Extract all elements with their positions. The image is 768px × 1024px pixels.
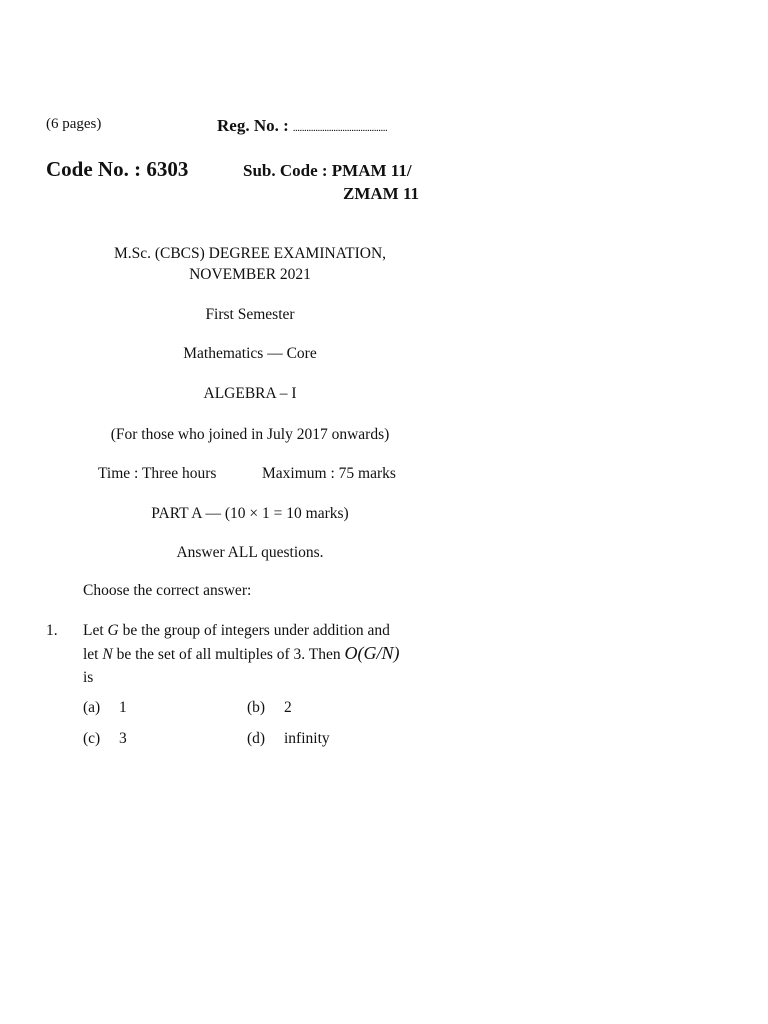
option-a-text: 1 (119, 699, 127, 716)
eligibility-note: (For those who joined in July 2017 onwards) (110, 426, 390, 443)
sub-code-line1: Sub. Code : PMAM 11/ (243, 161, 412, 180)
question-number: 1. (46, 622, 58, 639)
part-heading: PART A — (10 × 1 = 10 marks) (151, 505, 349, 522)
q1-text-part: Let (83, 622, 108, 639)
variable-g: G (107, 622, 119, 639)
paper-title: ALGEBRA – I (203, 385, 297, 402)
semester: First Semester (205, 306, 295, 323)
q1-text-part: let (83, 646, 103, 663)
sub-code-line2: ZMAM 11 (343, 184, 420, 203)
time-allowed: Time : Three hours (98, 465, 217, 482)
question-line3: is (83, 669, 94, 686)
q1-text-part: be the set of all multiples of 3. Then (112, 646, 345, 663)
option-d-text: infinity (284, 730, 330, 747)
option-b-letter: (b) (247, 699, 266, 716)
maximum-marks: Maximum : 75 marks (262, 465, 396, 482)
quotient-order-expression: O(G/N) (344, 643, 400, 663)
code-number: Code No. : 6303 (46, 157, 189, 181)
option-b-text: 2 (284, 699, 292, 716)
option-c-text: 3 (119, 730, 127, 747)
reg-no (217, 116, 387, 136)
subject: Mathematics — Core (183, 345, 317, 362)
reg-no-dots: .......................................... (292, 122, 388, 134)
page-count: (6 pages) (46, 116, 102, 132)
exam-title-line1: M.Sc. (CBCS) DEGREE EXAMINATION, (113, 245, 387, 262)
option-c-letter: (c) (83, 730, 101, 747)
question-line2 (83, 643, 399, 664)
reg-no-label: Reg. No. : (217, 116, 289, 135)
variable-n: N (102, 646, 113, 663)
q1-text-part: be the group of integers under addition and (118, 622, 390, 639)
exam-title-line2: NOVEMBER 2021 (189, 266, 311, 283)
choose-instruction: Choose the correct answer: (83, 582, 252, 599)
question-line1 (83, 622, 390, 640)
option-d-letter: (d) (247, 730, 266, 747)
option-a-letter: (a) (83, 699, 101, 716)
answer-instruction: Answer ALL questions. (176, 544, 324, 561)
